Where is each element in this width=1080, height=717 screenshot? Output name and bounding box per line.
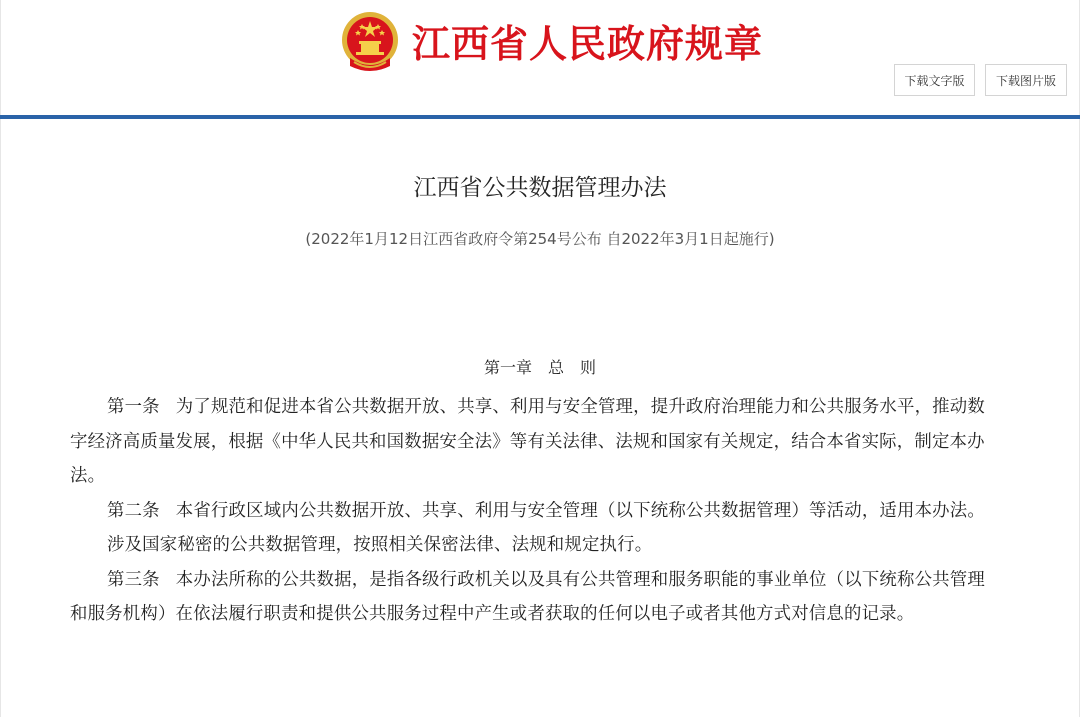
document-body	[70, 390, 1000, 632]
national-emblem-icon	[340, 10, 400, 74]
article-paragraph	[70, 563, 1000, 632]
article-paragraph	[70, 528, 1000, 563]
download-image-button[interactable]: 下载图片版	[985, 64, 1067, 96]
document-title: 江西省公共数据管理办法	[413, 175, 667, 201]
chapter-heading: 第一章 总 则	[483, 358, 596, 377]
document-subtitle: (2022年1月12日江西省政府令第254号公布 自2022年3月1日起施行)	[305, 230, 775, 248]
article-text: 涉及国家秘密的公共数据管理，按照相关保密法律、法规和规定执行。	[107, 535, 653, 555]
header-divider	[0, 115, 1080, 119]
article-label: 第一条	[107, 397, 160, 417]
article-label: 第三条	[107, 569, 160, 590]
site-title: 江西省人民政府规章	[412, 21, 764, 66]
article-text: 为了规范和促进本省公共数据开放、共享、利用与安全管理，提升政府治理能力和公共服务水平，推动数字经济高质量发展，根据《中华人民共和国数据安全法》等有关法律、法规和国家有关规定，结合本省实际，制定本办法。	[70, 397, 985, 486]
article-paragraph	[70, 390, 1000, 494]
article-label: 第二条	[107, 500, 160, 521]
article-text: 本办法所称的公共数据，是指各级行政机关以及具有公共管理和服务职能的事业单位（以下统称公共管理和服务机构）在依法履行职责和提供公共服务过程中产生或者获取的任何以电子或者其他方式对信息的记录。	[70, 569, 985, 624]
download-text-button[interactable]: 下载文字版	[894, 64, 975, 96]
article-text: 本省行政区域内公共数据开放、共享、利用与安全管理（以下统称公共数据管理）等活动，适用本办法。	[175, 500, 985, 521]
article-paragraph	[70, 494, 1000, 529]
site-header	[0, 0, 1080, 116]
